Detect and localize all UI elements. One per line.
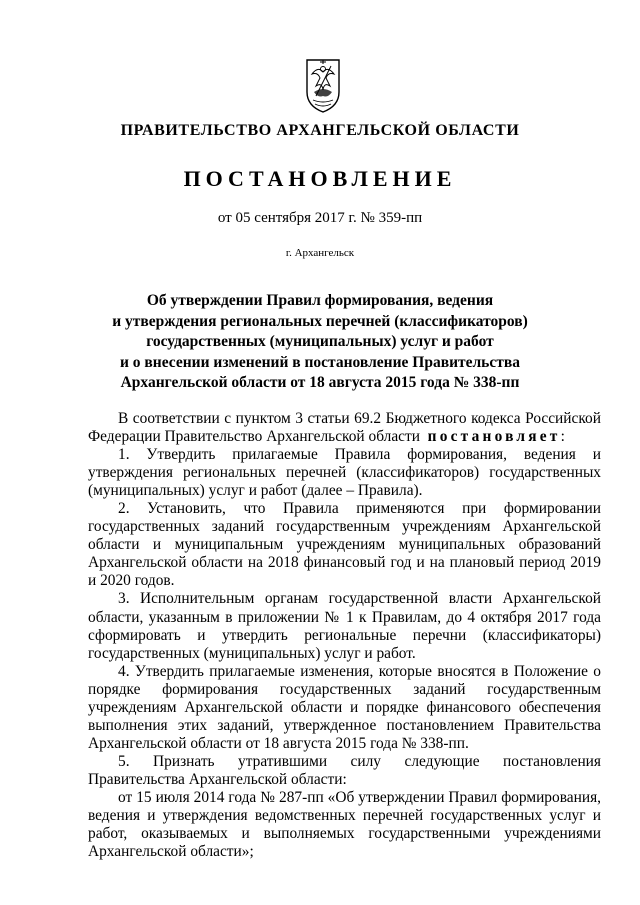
decrees-word: постановляет <box>427 428 561 446</box>
title-line: государственных (муниципальных) услуг и работ <box>146 333 494 350</box>
coat-of-arms-icon <box>304 56 342 114</box>
paragraph-1: 1. Утвердить прилагаемые Правила формирования, ведения и утверждения региональных перечней (классификаторов) государственных (муниципальных) услуг и работ (далее – Правила). <box>88 446 601 500</box>
paragraph-2: 2. Установить, что Правила применяются при формировании государственных заданий государственным учреждениям Архангельской области и муниципальным учреждениям муниципальных образований Архангельской области на 2018 финансовый год и на плановый период 2019 и 2020 годов. <box>88 500 601 590</box>
paragraph-3: 3. Исполнительным органам государственной власти Архангельской области, указанным в приложении № 1 к Правилам, до 4 октября 2017 года сформировать и утвердить региональные перечни (классификаторы) государственных (муниципальных) услуг и работ. <box>88 590 601 662</box>
document-date-number: от 05 сентября 2017 г. № 359-пп <box>217 210 423 226</box>
paragraph-5-item: от 15 июля 2014 года № 287-пп «Об утверждении Правил формирования, ведения и утверждения ведомственных перечней государственных услуг и работ, оказываемых и выполняемых государственными учреждениями Архангельской области»; <box>88 788 601 861</box>
document-title <box>80 291 560 394</box>
paragraph-4: 4. Утвердить прилагаемые изменения, которые вносятся в Положение о порядке формирования государственных заданий государственным учреждениям Архангельской области и порядке финансового обеспечения выполнения этих заданий, утвержденное постановлением Правительства Архангельской области от 18 августа 2015 года № 338-пп. <box>88 662 601 752</box>
title-line: и утверждения региональных перечней (классификаторов) <box>112 312 528 330</box>
paragraph-5: 5. Признать утратившими силу следующие постановления Правительства Архангельской области: <box>88 752 601 788</box>
title-line: и о внесении изменений в постановление Правительства <box>119 353 520 371</box>
preamble-paragraph: В соответствии с пунктом 3 статьи 69.2 Бюджетного кодекса Российской Федерации Правительство Архангельской области постановляет: <box>88 410 601 446</box>
title-line: Архангельской области от 18 августа 2015 года № 338-пп <box>120 374 520 391</box>
document-type: ПОСТАНОВЛЕНИЕ <box>183 166 457 191</box>
preamble-text: В соответствии с пунктом 3 статьи 69.2 Бюджетного кодекса Российской Федерации Правительство Архангельской области <box>88 410 601 446</box>
document-city: г. Архангельск <box>285 247 355 259</box>
government-name: ПРАВИТЕЛЬСТВО АРХАНГЕЛЬСКОЙ ОБЛАСТИ <box>120 122 520 139</box>
document-body <box>88 410 601 861</box>
title-line: Об утверждении Правил формирования, ведения <box>146 292 494 309</box>
